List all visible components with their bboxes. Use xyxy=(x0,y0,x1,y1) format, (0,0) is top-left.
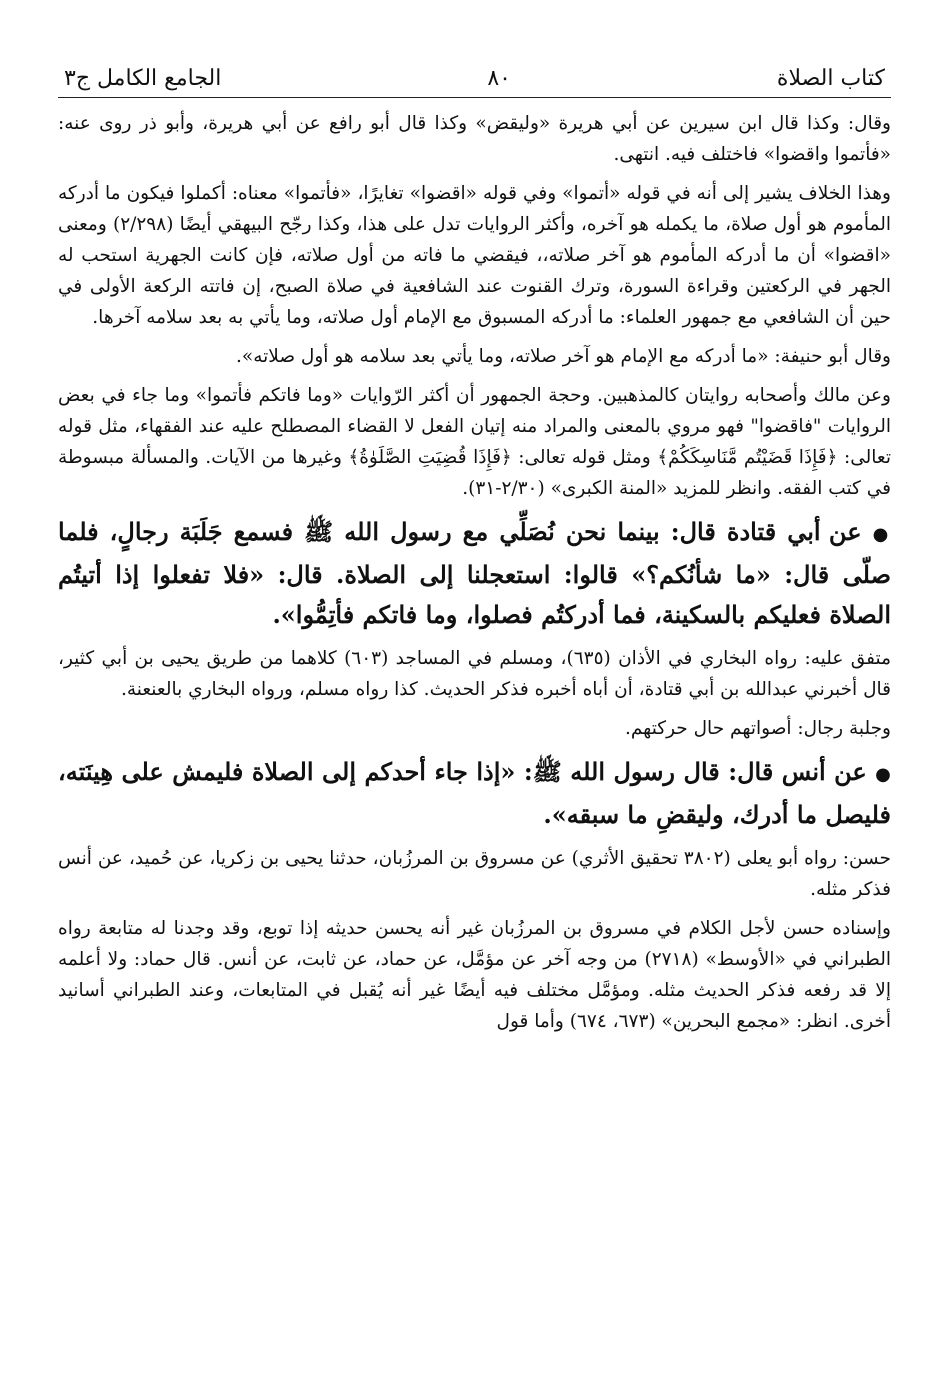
hadith-body: عن أبي قتادة قال: بينما نحن نُصَلِّي مع رسول الله ﷺ فسمع جَلَبَة رجالٍ، فلما صلّى قال: «ما شأنُكم؟» قالوا: استعجلنا إلى الصلاة. قال: «فلا تفعلوا إذا أتيتُم الصلاة فعليكم بالسكينة، فما أدركتُم فصلوا، وما فاتكم فأتِمُّوا». xyxy=(58,517,891,629)
takhrij-note: حسن: رواه أبو يعلى (٣٨٠٢ تحقيق الأثري) عن مسروق بن المرزُبان، حدثنا يحيى بن زكريا، عن حُميد، عن أنس فذكر مثله. xyxy=(58,848,891,900)
bullet-icon: ● xyxy=(872,524,891,545)
takhrij-note: متفق عليه: رواه البخاري في الأذان (٦٣٥)، ومسلم في المساجد (٦٠٣) كلاهما من طريق يحيى بن أبي كثير، قال أخبرني عبدالله بن أبي قتادة، أن أباه أخبره فذكر الحديث. كذا رواه مسلم، ورواه البخاري بالعنعنة. xyxy=(58,648,891,700)
page-number: ٨٠ xyxy=(487,66,511,91)
hadith-text xyxy=(58,752,891,835)
paragraph: وعن مالك وأصحابه روايتان كالمذهبين. وحجة الجمهور أن أكثر الرّوايات «وما فاتكم فأتموا» وما جاء في بعض الروايات "فاقضوا" فهو مروي بالمعنى والمراد منه إتيان الفعل لا القضاء المصطلح عليه عند الفقهاء، مثل قوله تعالى: ﴿فَإِذَا قَضَيْتُم مَّنَاسِكَكُمْ﴾ ومثل قوله تعالى: ﴿فَإِذَا قُضِيَتِ الصَّلَوٰةُ﴾ وغيرها من الآيات. والمسألة مبسوطة في كتب الفقه. وانظر للمزيد «المنة الكبرى» (٢/٣٠-٣١). xyxy=(58,385,891,499)
hadith-text xyxy=(58,512,891,635)
paragraph: وقال أبو حنيفة: «ما أدركه مع الإمام هو آخر صلاته، وما يأتي بعد سلامه هو أول صلاته». xyxy=(236,346,891,367)
chapter-title: كتاب الصلاة xyxy=(776,66,885,91)
bullet-icon: ● xyxy=(875,764,891,785)
book-title: الجامع الكامل ج٣ xyxy=(64,66,222,91)
paragraph: وجلبة رجال: أصواتهم حال حركتهم. xyxy=(624,718,891,739)
page-header xyxy=(58,66,891,98)
hadith-body: عن أنس قال: قال رسول الله ﷺ: «إذا جاء أحدكم إلى الصلاة فليمش على هِينَته، فليصل ما أدرك، وليقضِ ما سبقه». xyxy=(58,757,891,829)
page-content xyxy=(58,108,891,1037)
paragraph: وإسناده حسن لأجل الكلام في مسروق بن المرزُبان غير أنه يحسن حديثه إذا توبع، وقد وجدنا له متابعة رواه الطبراني في «الأوسط» (٢٧١٨) من وجه آخر عن مؤمَّل، عن حماد، عن ثابت، عن أنس. قال حماد: ولا أعلمه إلا قد رفعه فذكر الحديث مثله. ومؤمَّل مختلف فيه أيضًا غير أنه يُقبل في المتابعات، وعند الطبراني أسانيد أخرى. انظر: «مجمع البحرين» (٦٧٣، ٦٧٤) وأما قول xyxy=(58,918,891,1032)
paragraph: وقال: وكذا قال ابن سيرين عن أبي هريرة «وليقض» وكذا قال أبو رافع عن أبي هريرة، وأبو ذر روى عنه: «فأتموا واقضوا» فاختلف فيه. انتهى. xyxy=(58,113,891,165)
paragraph: وهذا الخلاف يشير إلى أنه في قوله «أتموا» وفي قوله «اقضوا» تغايرًا، «فأتموا» معناه: أكملوا فيكون ما أدركه المأموم هو أول صلاة، ما يكمله هو آخره، وأكثر الروايات تدل على هذا، وكذا رجّح البيهقي أيضًا (٢/٢٩٨) ومعنى «اقضوا» أن ما أدركه المأموم هو آخر صلاته،، فيقضي ما فاته من أول صلاته، فإن كانت الجهرية استحب له الجهر في الركعتين وقراءة السورة، وترك القنوت عند الشافعية في صلاة الصبح، إن فاتته الركعة الأولى في حين أن الشافعي مع جمهور العلماء: ما أدركه المسبوق مع الإمام أول صلاته، وما يأتي به بعد سلامه آخرها. xyxy=(58,183,891,328)
